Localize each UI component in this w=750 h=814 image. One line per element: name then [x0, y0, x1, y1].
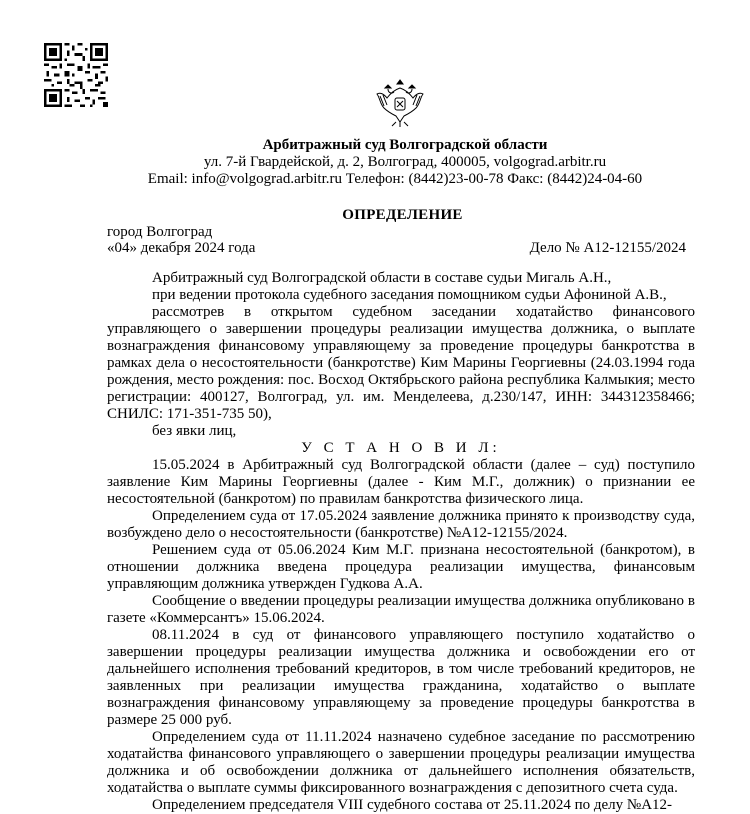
court-name: Арбитражный суд Волгоградской области [262, 137, 548, 153]
section-heading: У С Т А Н О В И Л: [301, 440, 501, 456]
paragraph: Сообщение о введении процедуры реализации имущества должника опубликовано в газете «Коммерсантъ» 15.06.2024. [107, 593, 695, 626]
qr-code [44, 43, 108, 107]
court-address: ул. 7-й Гвардейской, д. 2, Волгоград, 400005, volgograd.arbitr.ru [203, 154, 607, 170]
document-title: ОПРЕДЕЛЕНИЕ [342, 207, 463, 223]
paragraph: Арбитражный суд Волгоградской области в составе судьи Мигаль А.Н., [152, 270, 612, 286]
paragraph: при ведении протокола судебного заседания помощником судьи Афониной А.В., [152, 287, 667, 303]
paragraph: Определением суда от 11.11.2024 назначено судебное заседание по рассмотрению ходатайства финансового управляющего о завершении процедуры реализации имущества должника и об освобождении должника от дальнейшего исполнения обязательств, ходатайства о выплате суммы фиксированного вознаграждения с депозитного счета суда. [107, 729, 695, 796]
paragraph: 15.05.2024 в Арбитражный суд Волгоградской области (далее – суд) поступило заявление Ким Марины Георгиевны (далее - Ким М.Г., должник) о признании ее несостоятельной (банкротом) по правилам банкротства физического лица. [107, 457, 695, 507]
document-date: «04» декабря 2024 года [107, 240, 256, 256]
paragraph: Определением председателя VIII судебного состава от 25.11.2024 по делу №А12- [152, 797, 673, 813]
court-contacts: Email: info@volgograd.arbitr.ru Телефон: (8442)23-00-78 Факс: (8442)24-04-60 [147, 171, 643, 187]
paragraph: рассмотрев в открытом судебном заседании ходатайство финансового управляющего о завершении процедуры реализации имущества должника, о выплате вознаграждения финансовому управляющему за проведение процедуры банкротства в рамках дела о несостоятельности (банкротстве) Ким Марины Георгиевны (24.03.1994 года рождения, место рождения: пос. Восход Октябрьского района республика Калмыкия; место регистрации: 400127, Волгоград, ул. им. Менделеева, д.230/147, ИНН: 344312358466; СНИЛС: 171-351-735 50), [107, 304, 695, 422]
paragraph: 08.11.2024 в суд от финансового управляющего поступило ходатайство о завершении процедуры реализации имущества должника и освобождении его от дальнейшего исполнения требований кредиторов, в том числе требований кредиторов, не заявленных при реализации имущества гражданина, ходатайство о выплате вознаграждения финансовому управляющему за проведение процедуры банкротства в размере 25 000 руб. [107, 627, 695, 728]
paragraph: Решением суда от 05.06.2024 Ким М.Г. признана несостоятельной (банкротом), в отношении должника введена процедура реализации имущества, финансовым управляющим должника утвержден Гудкова А.А. [107, 542, 695, 592]
paragraph: Определением суда от 17.05.2024 заявление должника принято к производству суда, возбуждено дело о несостоятельности (банкротстве) №А12-12155/2024. [107, 508, 695, 541]
document-body [107, 270, 695, 814]
coat-of-arms-icon [374, 76, 426, 128]
paragraph: без явки лиц, [152, 423, 237, 439]
court-header [0, 137, 750, 188]
case-number: Дело № А12-12155/2024 [529, 240, 686, 256]
city: город Волгоград [107, 224, 213, 240]
